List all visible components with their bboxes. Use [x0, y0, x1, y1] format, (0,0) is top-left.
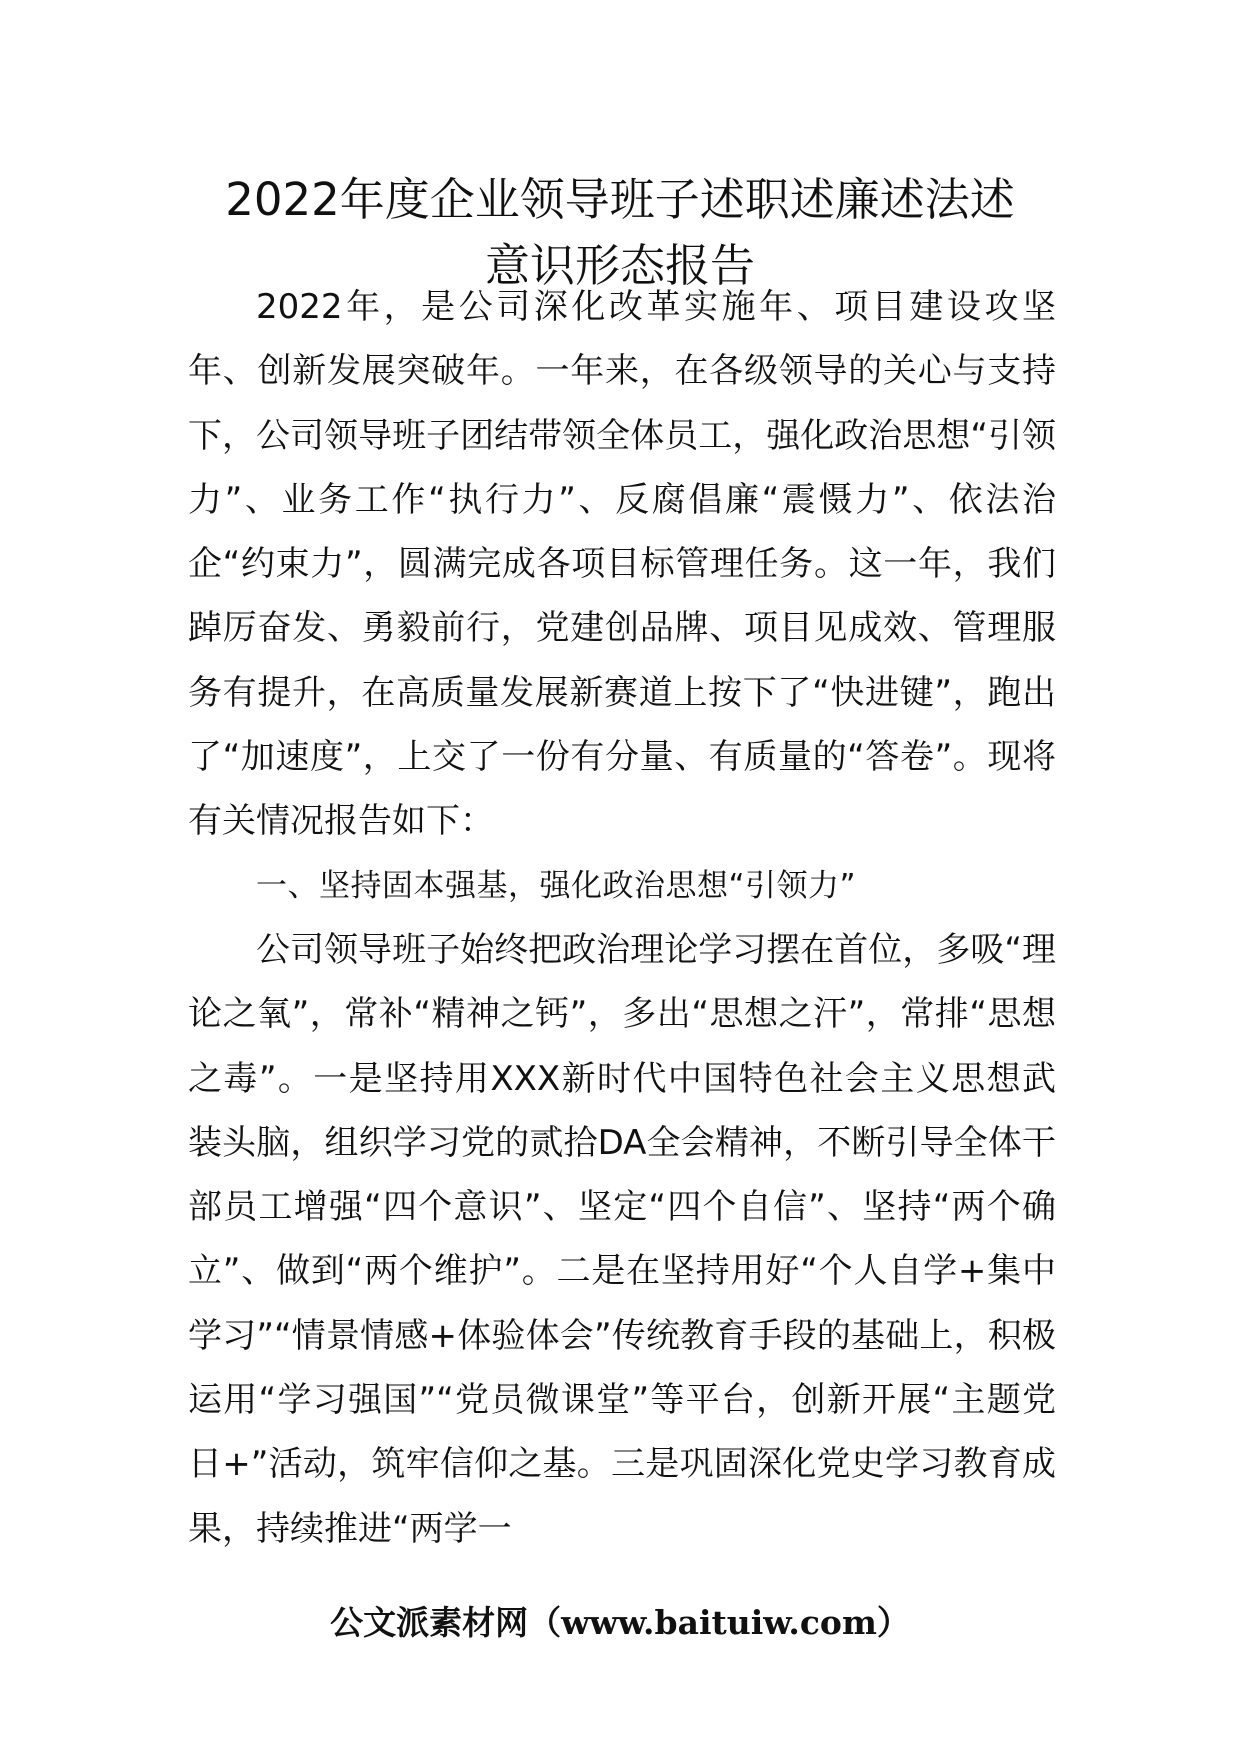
- document-body: [188, 275, 1056, 1561]
- intro-paragraph: 2022年，是公司深化改革实施年、项目建设攻坚年、创新发展突破年。一年来，在各级领导的关心与支持下，公司领导班子团结带领全体员工，强化政治思想“引领力”、业务工作“执行力”、反腐倡廉“震慑力”、依法治企“约束力”，圆满完成各项目标管理任务。这一年，我们踔厉奋发、勇毅前行，党建创品牌、项目见成效、管理服务有提升，在高质量发展新赛道上按下了“快进键”，跑出了“加速度”，上交了一份有分量、有质量的“答卷”。现将有关情况报告如下：: [188, 287, 1056, 842]
- document-title-line-2: 意识形态报告: [484, 239, 755, 292]
- document-title-line-1: 2022年度企业领导班子述职述廉述法述: [225, 173, 1015, 226]
- section-1-paragraph: 公司领导班子始终把政治理论学习摆在首位，多吸“理论之氧”，常补“精神之钙”，多出“思想之汗”，常排“思想之毒”。一是坚持用XXX新时代中国特色社会主义思想武装头脑，组织学习党的贰拾DA全会精神，不断引导全体干部员工增强“四个意识”、坚定“四个自信”、坚持“两个确立”、做到“两个维护”。二是在坚持用好“个人自学+集中学习”“情景情感+体验体会”传统教育手段的基础上，积极运用“学习强国”“党员微课堂”等平台，创新开展“主题党日+”活动，筑牢信仰之基。三是巩固深化党史学习教育成果，持续推进“两学一: [188, 929, 1056, 1549]
- section-1-heading: 一、坚持固本强基，强化政治思想“引领力”: [256, 867, 857, 904]
- page-footer-watermark: 公文派素材网（www.baituiw.com）: [330, 1603, 910, 1642]
